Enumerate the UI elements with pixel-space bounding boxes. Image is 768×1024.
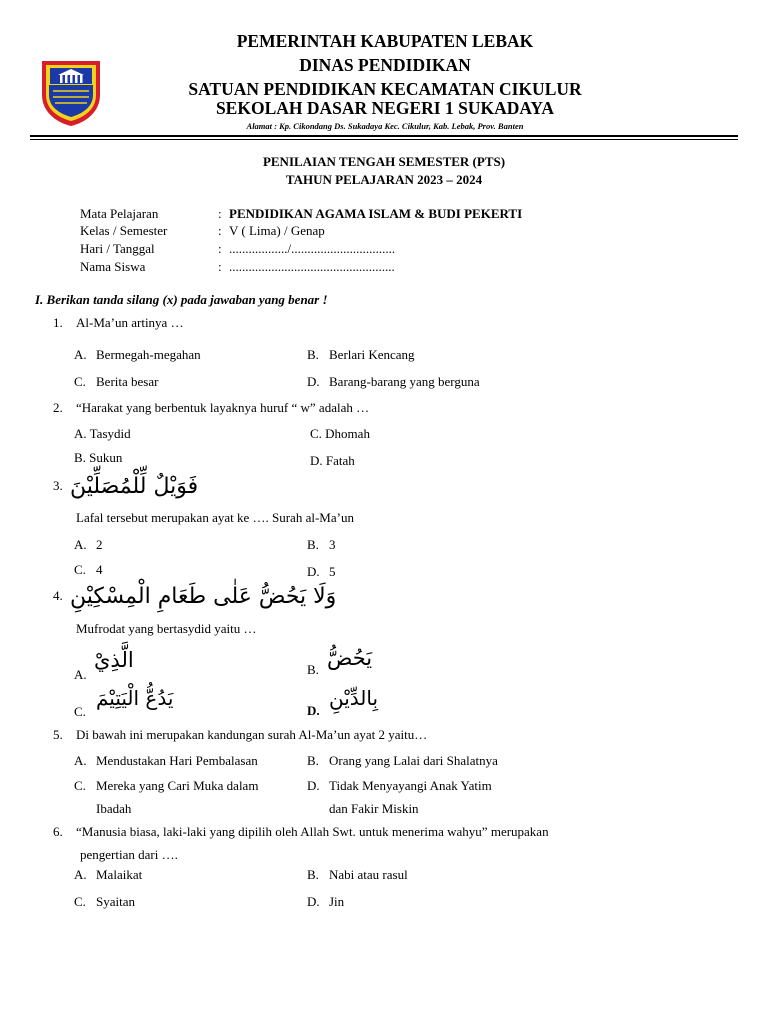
exam-year: TAHUN PELAJARAN 2023 – 2024: [285, 172, 483, 187]
option-b-arabic: يَحُضُّ: [327, 646, 373, 670]
option-letter-a: A.: [74, 667, 87, 682]
question-text-line2: pengertian dari ….: [80, 847, 178, 862]
info-value-student-name: ...................................................: [229, 259, 395, 274]
info-colon: :: [218, 241, 222, 256]
option-letter-a: A.: [74, 347, 87, 362]
option-c: Berita besar: [96, 374, 159, 389]
info-colon: :: [218, 206, 222, 221]
option-letter-a: A.: [74, 753, 87, 768]
option-b: Nabi atau rasul: [329, 867, 408, 882]
option-c-arabic: يَدُعُّ الْيَتِيْمَ: [96, 686, 174, 710]
question-text: “Harakat yang berbentuk layaknya huruf “ w” adalah …: [76, 400, 370, 415]
info-label-subject: Mata Pelajaran: [80, 206, 159, 221]
info-value-date: ................../................................: [229, 241, 396, 256]
option-d: D. Fatah: [310, 453, 355, 468]
option-letter-d: D.: [307, 374, 320, 389]
header-divider-thin: [30, 139, 738, 140]
option-a-arabic: الَّذِيْ: [94, 648, 134, 672]
option-letter-b: B.: [307, 537, 319, 552]
option-d: Barang-barang yang berguna: [329, 374, 480, 389]
option-letter-b: B.: [307, 347, 319, 362]
option-d-line1: Tidak Menyayangi Anak Yatim: [329, 778, 492, 793]
option-c-line1: Mereka yang Cari Muka dalam: [96, 778, 259, 793]
question-number: 2.: [53, 400, 63, 415]
arabic-verse: فَوَيْلٌ لِّلْمُصَلِّيْنَ: [70, 474, 199, 499]
option-d-line2: dan Fakir Miskin: [329, 801, 419, 816]
option-b: Berlari Kencang: [329, 347, 415, 362]
option-a: Malaikat: [96, 867, 143, 882]
option-letter-b: B.: [307, 753, 319, 768]
header-government: PEMERINTAH KABUPATEN LEBAK: [236, 31, 534, 51]
option-c-line2: Ibadah: [96, 801, 132, 816]
option-a: A. Tasydid: [74, 426, 131, 441]
question-number: 4.: [53, 588, 63, 603]
option-a: 2: [96, 537, 103, 552]
header-address: Alamat : Kp. Cikondang Ds. Sukadaya Kec. Cikulur, Kab. Lebak, Prov. Banten: [246, 121, 524, 131]
option-letter-b: B.: [307, 662, 319, 677]
info-label-date: Hari / Tanggal: [80, 241, 155, 256]
option-d-arabic: بِالدِّيْنِ: [329, 686, 379, 710]
header-divider-thick: [30, 135, 738, 137]
option-c: C. Dhomah: [310, 426, 370, 441]
option-c: Syaitan: [96, 894, 135, 909]
header-school-name: SEKOLAH DASAR NEGERI 1 SUKADAYA: [215, 98, 555, 118]
option-b: 3: [329, 537, 336, 552]
option-b: Orang yang Lalai dari Shalatnya: [329, 753, 498, 768]
option-b: B. Sukun: [74, 450, 123, 465]
option-letter-d: D.: [307, 894, 320, 909]
option-letter-c: C.: [74, 894, 86, 909]
exam-title: PENILAIAN TENGAH SEMESTER (PTS): [262, 154, 506, 169]
info-colon: :: [218, 259, 222, 274]
option-letter-a: A.: [74, 537, 87, 552]
option-letter-c: C.: [74, 778, 86, 793]
question-text: Lafal tersebut merupakan ayat ke …. Surah al-Ma’un: [76, 510, 354, 525]
option-c: 4: [96, 562, 103, 577]
option-letter-c: C.: [74, 704, 86, 719]
option-letter-d: D.: [307, 778, 320, 793]
info-value-subject: PENDIDIKAN AGAMA ISLAM & BUDI PEKERTI: [229, 206, 523, 221]
question-number: 3.: [53, 478, 63, 493]
school-emblem-logo: [38, 55, 104, 127]
question-text: Mufrodat yang bertasydid yaitu …: [76, 621, 257, 636]
info-value-class: V ( Lima) / Genap: [229, 223, 325, 238]
question-number: 1.: [53, 315, 63, 330]
question-number: 5.: [53, 727, 63, 742]
arabic-verse: وَلَا يَحُضُّ عَلٰى طَعَامِ الْمِسْكِيْنِ: [70, 584, 337, 609]
option-d: 5: [329, 564, 336, 579]
question-text-line1: “Manusia biasa, laki-laki yang dipilih oleh Allah Swt. untuk menerima wahyu” merupakan: [76, 824, 549, 839]
option-letter-a: A.: [74, 867, 87, 882]
option-d: Jin: [329, 894, 345, 909]
option-letter-d: D.: [307, 564, 320, 579]
section-instruction: I. Berikan tanda silang (x) pada jawaban yang benar !: [35, 292, 328, 307]
header-education-unit: SATUAN PENDIDIKAN KECAMATAN CIKULUR: [188, 79, 582, 99]
info-colon: :: [218, 223, 222, 238]
info-label-class: Kelas / Semester: [80, 223, 168, 238]
option-a: Mendustakan Hari Pembalasan: [96, 753, 258, 768]
option-letter-b: B.: [307, 867, 319, 882]
question-number: 6.: [53, 824, 63, 839]
option-letter-d: D.: [307, 703, 320, 718]
option-a: Bermegah-megahan: [96, 347, 201, 362]
question-text: Al-Ma’un artinya …: [76, 315, 184, 330]
info-label-student-name: Nama Siswa: [80, 259, 146, 274]
option-letter-c: C.: [74, 374, 86, 389]
option-letter-c: C.: [74, 562, 86, 577]
question-text: Di bawah ini merupakan kandungan surah Al-Ma’un ayat 2 yaitu…: [76, 727, 428, 742]
header-department: DINAS PENDIDIKAN: [299, 55, 471, 75]
